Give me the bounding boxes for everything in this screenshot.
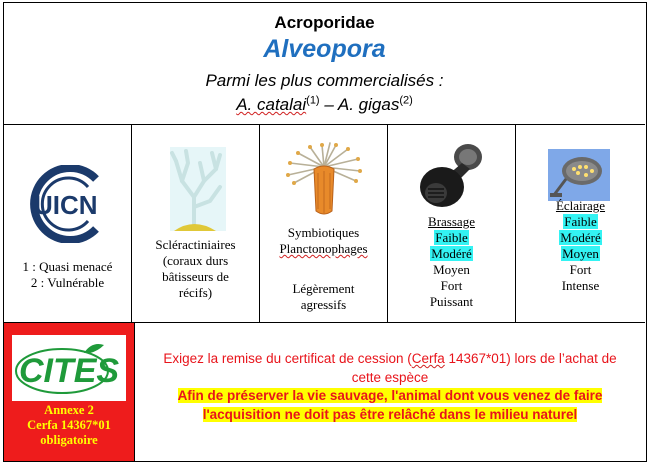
certificate-line-1: [135, 349, 645, 368]
light-level-3: [516, 246, 645, 262]
behaviour-line-1: Légèrement: [292, 281, 355, 296]
coral-type-cell: [132, 125, 260, 323]
flow-level-1: [388, 230, 515, 246]
flow-level-5: Puissant: [429, 294, 474, 309]
species-sheet: [3, 2, 647, 462]
flow-cell: [388, 125, 516, 323]
diet-line-2: [260, 241, 387, 257]
uicn-status-1: 1 : Quasi menacé: [22, 259, 113, 274]
cites-logo-icon: [12, 335, 126, 401]
light-level-2-text: Modéré: [560, 230, 601, 245]
diet-line-2-text: Planctonophages: [279, 241, 368, 256]
certificate-cerfa: Cerfa: [411, 351, 445, 366]
flow-level-3: Moyen: [433, 262, 470, 277]
coral-type-line-2: (coraux durs: [162, 253, 229, 268]
diet-cell: [260, 125, 388, 323]
flow-title-text: Brassage: [428, 214, 475, 229]
branching-coral-icon: [170, 147, 226, 231]
uicn-logo: [18, 165, 118, 243]
warning-line-1: [135, 386, 645, 405]
cites-mandatory: obligatoire: [40, 433, 98, 447]
regulation-row: [4, 323, 645, 461]
light-level-2: [516, 230, 645, 246]
notice: [135, 323, 645, 461]
light-level-1: [516, 214, 645, 230]
polyp-icon: [284, 141, 364, 221]
species-line: [4, 95, 645, 115]
cites-box: [4, 323, 135, 461]
coral-type-line-4: récifs): [178, 285, 213, 300]
light-level-4: Fort: [569, 262, 592, 277]
certificate-post: 14367*01) lors de l’achat de: [444, 351, 617, 366]
uicn-status-2: 2 : Vulnérable: [30, 275, 105, 290]
light-level-5: Intense: [561, 278, 600, 293]
pump-icon: [418, 143, 490, 211]
light-title: [516, 198, 645, 214]
coral-type-line-1: Scléractiniaires: [155, 237, 236, 252]
cites-logo-text: CITES: [18, 352, 120, 390]
cites-cerfa: Cerfa 14367*01: [27, 418, 111, 432]
uicn-logo-text: UICN: [34, 190, 98, 220]
ref-1: (1): [306, 94, 320, 107]
warning-line-2-text: l'acquisition ne doit pas être relâché dans le milieu naturel: [202, 407, 578, 422]
flow-title: [388, 214, 515, 230]
diet-line-1: Symbiotiques: [287, 225, 360, 240]
subtitle: Parmi les plus commercialisés :: [205, 71, 444, 90]
header: [4, 3, 645, 125]
light-level-1-text: Faible: [564, 214, 597, 229]
warning-line-1-text: Afin de préserver la vie sauvage, l'animal dont vous venez de faire: [177, 388, 603, 403]
certificate-line-2: cette espèce: [351, 370, 429, 385]
light-title-text: Éclairage: [555, 198, 606, 213]
release-warning: [135, 386, 645, 424]
flow-level-2: [388, 246, 515, 262]
behaviour-line-2: agressifs: [300, 297, 347, 312]
family-name: Acroporidae: [274, 13, 375, 32]
certificate-notice: [135, 349, 645, 387]
flow-level-2-text: Modéré: [431, 246, 472, 261]
ref-2: (2): [399, 94, 413, 107]
genus-name: Alveopora: [263, 35, 386, 63]
light-level-3-text: Moyen: [562, 246, 599, 261]
flow-level-1-text: Faible: [435, 230, 468, 245]
warning-line-2: [135, 405, 645, 424]
cites-annex: Annexe 2: [44, 403, 94, 417]
info-row: [4, 125, 645, 323]
uicn-cell: [4, 125, 132, 323]
flow-level-4: Fort: [440, 278, 463, 293]
species-2: A. gigas: [337, 95, 400, 114]
cites-text: [4, 403, 134, 448]
dash: –: [319, 95, 338, 114]
lamp-icon: [548, 149, 610, 201]
coral-type-line-3: bâtisseurs de: [162, 269, 229, 284]
species-1: A. catalai: [236, 95, 307, 114]
certificate-pre: Exigez la remise du certificat de cession (: [163, 351, 412, 366]
light-cell: [516, 125, 645, 323]
cites-logo: [12, 335, 126, 401]
